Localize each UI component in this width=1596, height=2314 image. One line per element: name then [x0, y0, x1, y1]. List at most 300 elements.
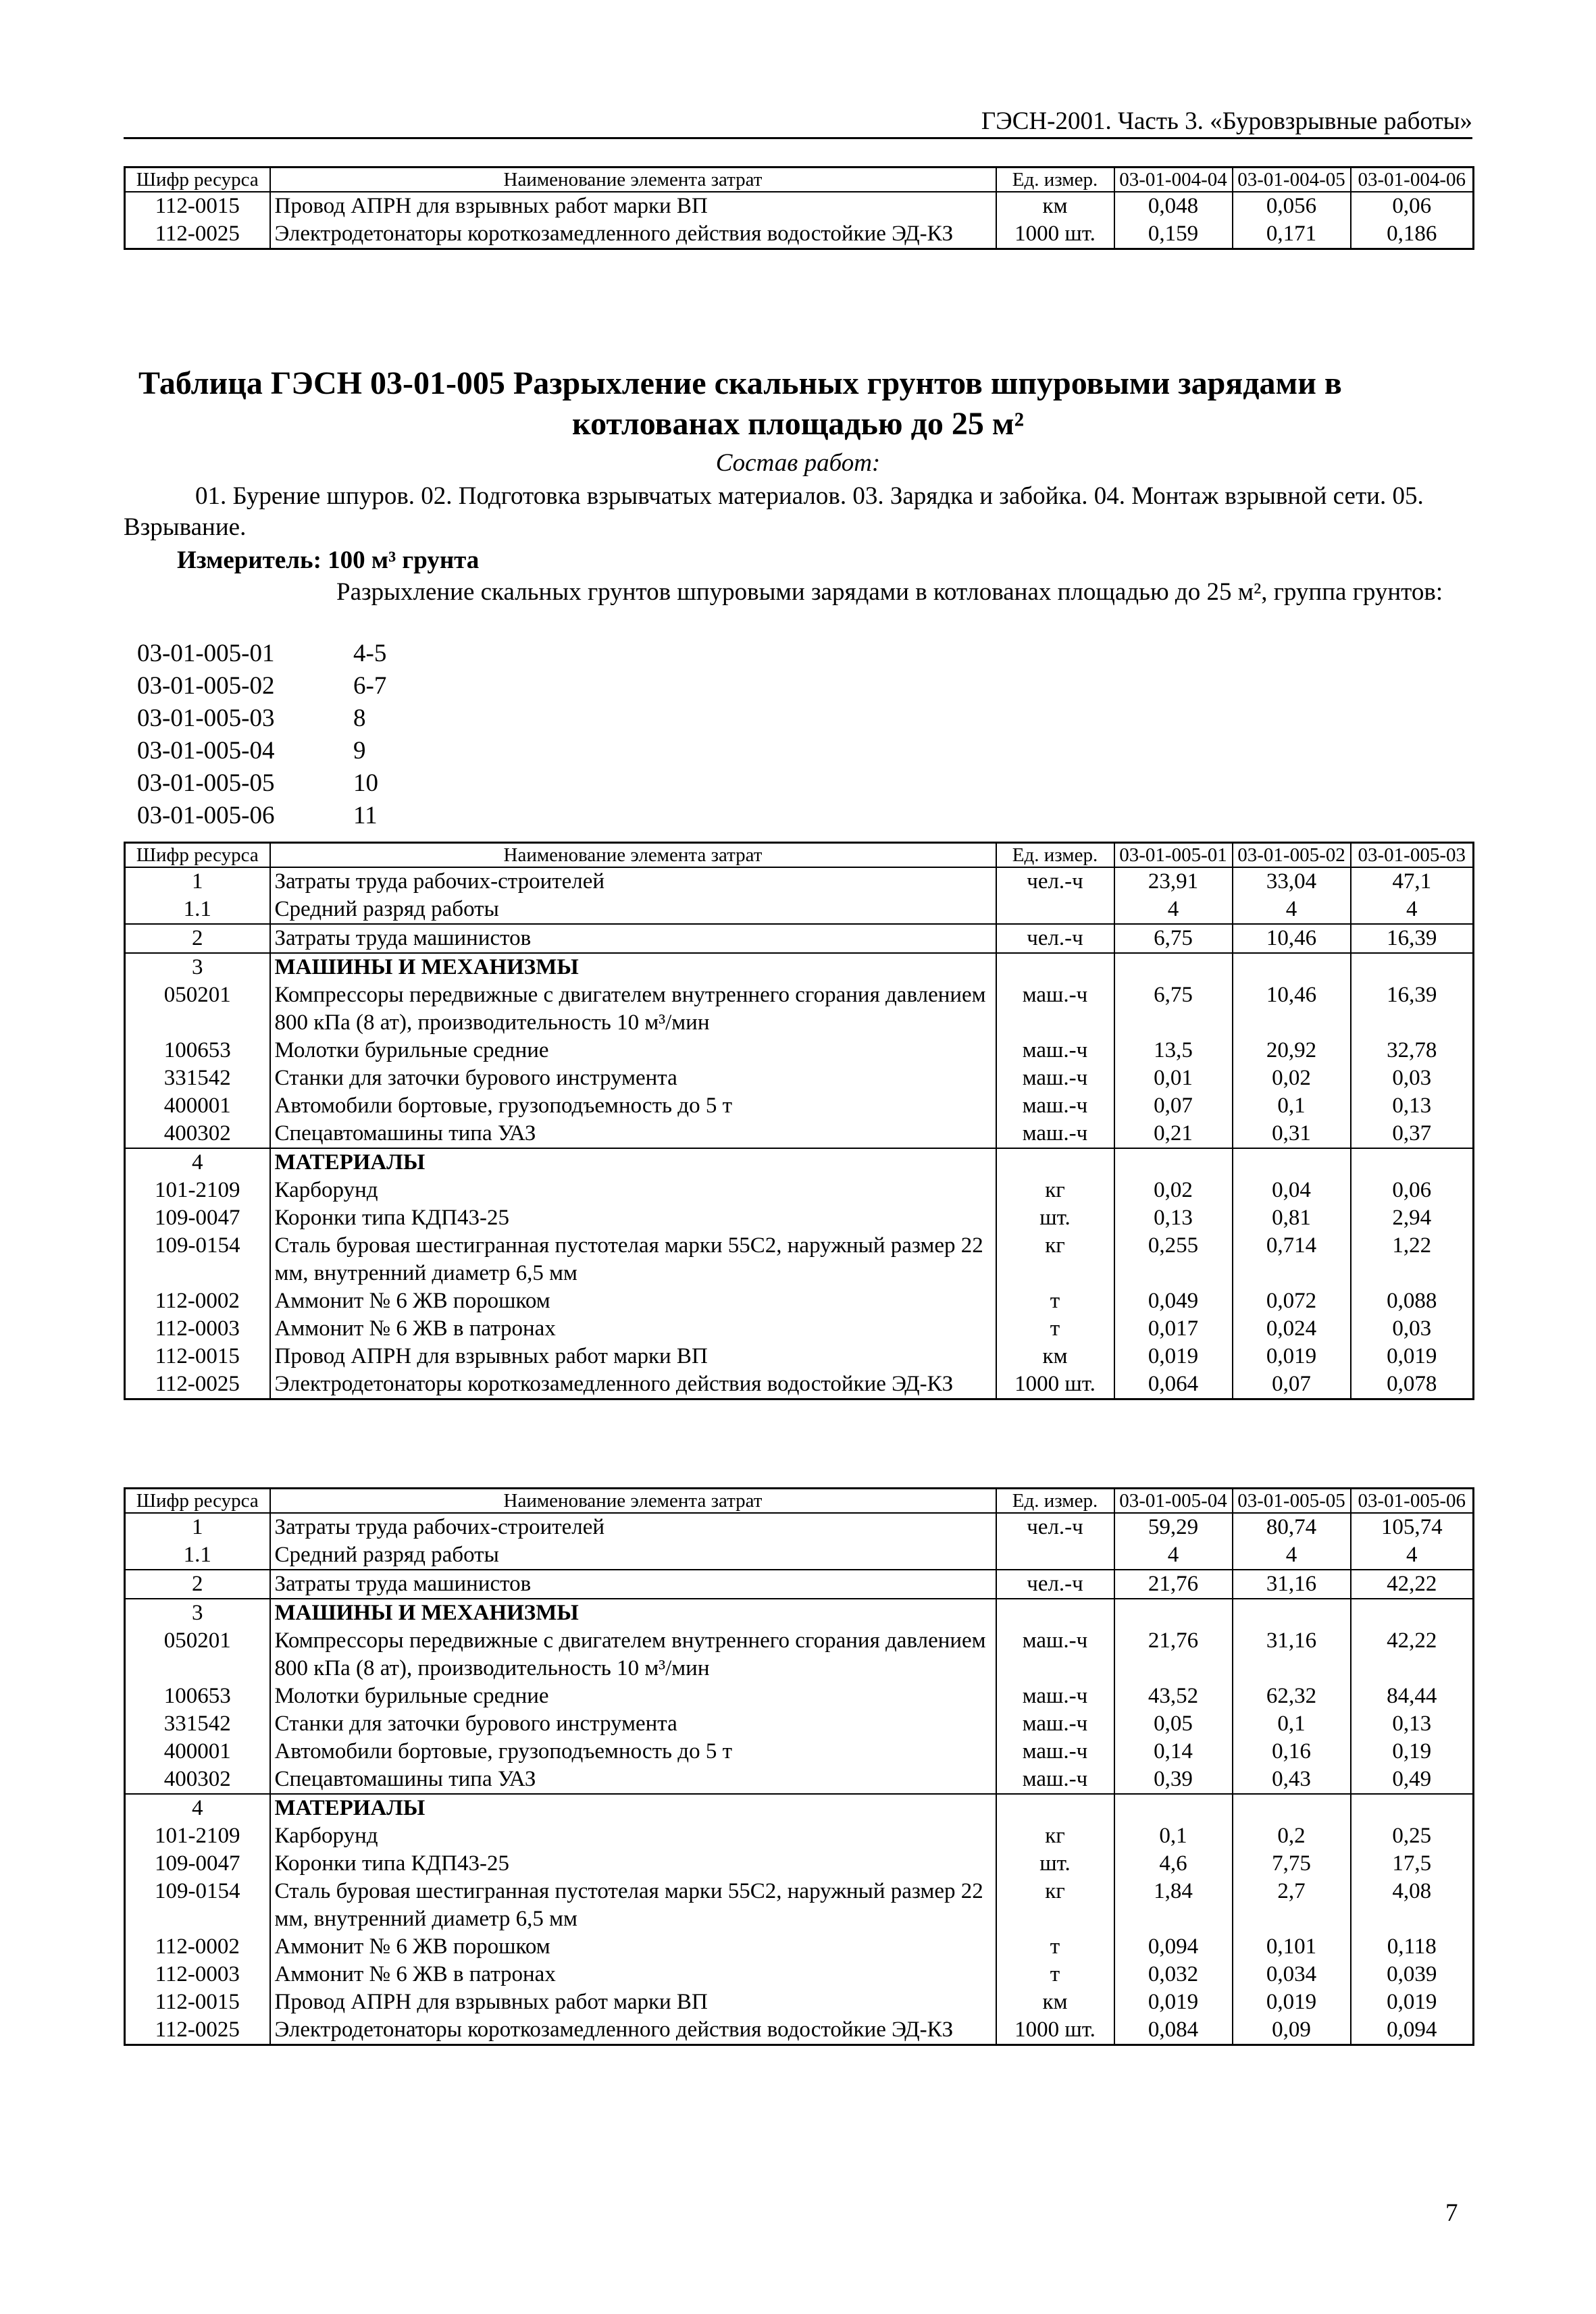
resource-code: 112-0025 — [125, 1370, 270, 1399]
col-header-code: Шифр ресурса — [125, 1489, 270, 1514]
norm-value: 0,072 — [1233, 1287, 1351, 1315]
resource-unit — [996, 1794, 1114, 1822]
norm-value — [1233, 1148, 1351, 1177]
norm-value: 0,13 — [1114, 1204, 1233, 1232]
resource-name: Аммонит № 6 ЖВ в патронах — [270, 1315, 996, 1343]
resource-name: МАШИНЫ И МЕХАНИЗМЫ — [270, 953, 996, 981]
resource-unit: 1000 шт. — [996, 2016, 1114, 2045]
norm-value: 2,94 — [1351, 1204, 1474, 1232]
resource-name: Затраты труда рабочих-строителей — [270, 867, 996, 896]
norm-value: 0,1 — [1233, 1092, 1351, 1120]
resource-unit: маш.-ч — [996, 1064, 1114, 1092]
norm-value: 59,29 — [1114, 1513, 1233, 1541]
norm-value: 0,019 — [1351, 1343, 1474, 1370]
resource-unit: маш.-ч — [996, 1710, 1114, 1738]
norm-value: 2,7 — [1233, 1878, 1351, 1933]
resource-unit: км — [996, 1988, 1114, 2016]
norm-value: 62,32 — [1233, 1682, 1351, 1710]
table-row — [125, 1092, 1474, 1120]
resource-unit: маш.-ч — [996, 1092, 1114, 1120]
norm-value: 23,91 — [1114, 867, 1233, 896]
resource-code: 2 — [125, 924, 270, 953]
table-row — [125, 1541, 1474, 1570]
table-row — [125, 1599, 1474, 1627]
norm-value: 0,032 — [1114, 1961, 1233, 1988]
norm-value: 0,06 — [1351, 1177, 1474, 1204]
norm-value: 0,019 — [1351, 1988, 1474, 2016]
norm-value: 0,06 — [1351, 192, 1474, 220]
resource-code: 100653 — [125, 1037, 270, 1064]
resource-code: 100653 — [125, 1682, 270, 1710]
resource-name: Карборунд — [270, 1822, 996, 1850]
norm-code-row — [137, 702, 386, 735]
resource-name: Аммонит № 6 ЖВ в патронах — [270, 1961, 996, 1988]
resource-unit: маш.-ч — [996, 1738, 1114, 1766]
norm-code-list — [137, 638, 386, 832]
norm-value: 6,75 — [1114, 981, 1233, 1037]
norm-value — [1114, 1599, 1233, 1627]
table-row — [125, 1878, 1474, 1933]
resource-unit — [996, 1148, 1114, 1177]
resource-unit — [996, 896, 1114, 924]
resource-name: Компрессоры передвижные с двигателем внутреннего сгорания давлением 800 кПа (8 ат), производительность 10 м³/мин — [270, 1627, 996, 1682]
norm-value: 0,49 — [1351, 1766, 1474, 1794]
norm-value — [1114, 1794, 1233, 1822]
norm-code: 03-01-005-05 — [137, 769, 275, 797]
resource-code: 400302 — [125, 1120, 270, 1148]
resource-name: Автомобили бортовые, грузоподъемность до 5 т — [270, 1738, 996, 1766]
resource-name: Затраты труда машинистов — [270, 1570, 996, 1599]
table-row — [125, 1315, 1474, 1343]
resource-code: 331542 — [125, 1064, 270, 1092]
table-row — [125, 1738, 1474, 1766]
norm-value — [1351, 1794, 1474, 1822]
norm-value: 0,159 — [1114, 220, 1233, 249]
resource-unit: маш.-ч — [996, 1627, 1114, 1682]
resource-name: Молотки бурильные средние — [270, 1682, 996, 1710]
norm-code: 03-01-005-01 — [137, 640, 275, 667]
resource-unit: кг — [996, 1177, 1114, 1204]
norm-value: 0,064 — [1114, 1370, 1233, 1399]
norm-value: 47,1 — [1351, 867, 1474, 896]
resource-name: Провод АПРН для взрывных работ марки ВП — [270, 1343, 996, 1370]
norm-value: 0,088 — [1351, 1287, 1474, 1315]
resource-code: 2 — [125, 1570, 270, 1599]
norm-value: 1,22 — [1351, 1232, 1474, 1287]
norm-value — [1351, 953, 1474, 981]
norm-value: 4 — [1114, 1541, 1233, 1570]
resource-name: Затраты труда машинистов — [270, 924, 996, 953]
col-header-name: Наименование элемента затрат — [270, 1489, 996, 1514]
norm-value: 0,03 — [1351, 1315, 1474, 1343]
norm-value: 0,078 — [1351, 1370, 1474, 1399]
resource-code: 109-0047 — [125, 1850, 270, 1878]
norm-value: 0,14 — [1114, 1738, 1233, 1766]
norm-value: 21,76 — [1114, 1627, 1233, 1682]
norm-value: 0,056 — [1233, 192, 1351, 220]
resource-unit: шт. — [996, 1204, 1114, 1232]
norm-value — [1233, 1599, 1351, 1627]
resource-name: Аммонит № 6 ЖВ порошком — [270, 1287, 996, 1315]
norm-code: 03-01-005-03 — [137, 704, 275, 732]
resource-name: Станки для заточки бурового инструмента — [270, 1064, 996, 1092]
resource-code: 3 — [125, 953, 270, 981]
norm-value: 32,78 — [1351, 1037, 1474, 1064]
norm-value: 33,04 — [1233, 867, 1351, 896]
resource-name: Электродетонаторы короткозамедленного действия водостойкие ЭД-КЗ — [270, 220, 996, 249]
table-row — [125, 192, 1474, 220]
norm-value: 0,04 — [1233, 1177, 1351, 1204]
table-row — [125, 1370, 1474, 1399]
resource-name: Электродетонаторы короткозамедленного действия водостойкие ЭД-КЗ — [270, 1370, 996, 1399]
norm-value: 0,118 — [1351, 1933, 1474, 1961]
norm-value: 0,39 — [1114, 1766, 1233, 1794]
norm-value: 0,31 — [1233, 1120, 1351, 1148]
norm-value: 4,08 — [1351, 1878, 1474, 1933]
norm-value: 0,13 — [1351, 1710, 1474, 1738]
norm-value: 105,74 — [1351, 1513, 1474, 1541]
soil-group: 4-5 — [353, 640, 387, 667]
soil-group: 10 — [353, 769, 378, 797]
col-header-unit: Ед. измер. — [996, 843, 1114, 868]
col-header-name: Наименование элемента затрат — [270, 843, 996, 868]
resource-unit: чел.-ч — [996, 867, 1114, 896]
col-header-norm: 03-01-005-01 — [1114, 843, 1233, 868]
resource-code: 109-0047 — [125, 1204, 270, 1232]
norm-value: 0,019 — [1233, 1988, 1351, 2016]
table-row — [125, 924, 1474, 953]
col-header-unit: Ед. измер. — [996, 168, 1114, 192]
table-row — [125, 1148, 1474, 1177]
norm-value: 0,084 — [1114, 2016, 1233, 2045]
resource-code: 112-0015 — [125, 1988, 270, 2016]
resource-code: 1.1 — [125, 896, 270, 924]
resource-unit: маш.-ч — [996, 1766, 1114, 1794]
resource-code: 400001 — [125, 1738, 270, 1766]
norm-value: 0,37 — [1351, 1120, 1474, 1148]
col-header-norm: 03-01-005-03 — [1351, 843, 1474, 868]
norm-value: 0,43 — [1233, 1766, 1351, 1794]
resource-name: Провод АПРН для взрывных работ марки ВП — [270, 1988, 996, 2016]
resource-code: 331542 — [125, 1710, 270, 1738]
resource-code: 3 — [125, 1599, 270, 1627]
resource-code: 112-0015 — [125, 192, 270, 220]
resource-code: 1 — [125, 867, 270, 896]
norm-value: 0,16 — [1233, 1738, 1351, 1766]
resource-unit: т — [996, 1961, 1114, 1988]
norm-code: 03-01-005-04 — [137, 737, 275, 765]
resource-name: Провод АПРН для взрывных работ марки ВП — [270, 192, 996, 220]
norm-value: 7,75 — [1233, 1850, 1351, 1878]
resource-code: 050201 — [125, 981, 270, 1037]
composition-text: 01. Бурение шпуров. 02. Подготовка взрывчатых материалов. 03. Зарядка и забойка. 04. Монтаж взрывной сети. 05. Взрывание. — [124, 482, 1424, 541]
table-row — [125, 1627, 1474, 1682]
norm-value: 17,5 — [1351, 1850, 1474, 1878]
col-header-unit: Ед. измер. — [996, 1489, 1114, 1514]
resource-table-004 — [124, 166, 1474, 250]
norm-value: 0,19 — [1351, 1738, 1474, 1766]
resource-unit: км — [996, 192, 1114, 220]
resource-name: Автомобили бортовые, грузоподъемность до 5 т — [270, 1092, 996, 1120]
table-row — [125, 1120, 1474, 1148]
norm-value: 0,039 — [1351, 1961, 1474, 1988]
norm-value: 21,76 — [1114, 1570, 1233, 1599]
running-header: ГЭСН-2001. Часть 3. «Буровзрывные работы» — [124, 107, 1472, 139]
norm-value — [1114, 1148, 1233, 1177]
col-header-norm: 03-01-004-04 — [1114, 168, 1233, 192]
table-row — [125, 2016, 1474, 2045]
resource-name: МАТЕРИАЛЫ — [270, 1148, 996, 1177]
norm-value: 0,714 — [1233, 1232, 1351, 1287]
table-row — [125, 1037, 1474, 1064]
resource-code: 1.1 — [125, 1541, 270, 1570]
norm-code: 03-01-005-02 — [137, 672, 275, 700]
resource-code: 112-0002 — [125, 1933, 270, 1961]
norm-value: 0,094 — [1351, 2016, 1474, 2045]
resource-unit: чел.-ч — [996, 1513, 1114, 1541]
norm-value: 0,019 — [1114, 1343, 1233, 1370]
resource-code: 4 — [125, 1148, 270, 1177]
resource-name: Затраты труда рабочих-строителей — [270, 1513, 996, 1541]
norm-value: 4 — [1351, 896, 1474, 924]
table-row — [125, 1682, 1474, 1710]
norm-code: 03-01-005-06 — [137, 802, 275, 829]
norm-value: 4 — [1351, 1541, 1474, 1570]
norm-value: 42,22 — [1351, 1570, 1474, 1599]
resource-unit: т — [996, 1933, 1114, 1961]
resource-unit: 1000 шт. — [996, 1370, 1114, 1399]
norm-value: 0,048 — [1114, 192, 1233, 220]
table-row — [125, 1513, 1474, 1541]
resource-name: Компрессоры передвижные с двигателем внутреннего сгорания давлением 800 кПа (8 ат), производительность 10 м³/мин — [270, 981, 996, 1037]
table-row — [125, 1850, 1474, 1878]
table-row — [125, 1822, 1474, 1850]
resource-name: Электродетонаторы короткозамедленного действия водостойкие ЭД-КЗ — [270, 2016, 996, 2045]
norm-value — [1351, 1148, 1474, 1177]
norm-value: 0,1 — [1233, 1710, 1351, 1738]
resource-code: 112-0003 — [125, 1315, 270, 1343]
resource-name: МАТЕРИАЛЫ — [270, 1794, 996, 1822]
col-header-norm: 03-01-005-04 — [1114, 1489, 1233, 1514]
norm-value: 1,84 — [1114, 1878, 1233, 1933]
table-row — [125, 1287, 1474, 1315]
norm-value: 0,02 — [1233, 1064, 1351, 1092]
composition-label: Состав работ: — [715, 449, 881, 477]
table-row — [125, 1710, 1474, 1738]
norm-value: 0,024 — [1233, 1315, 1351, 1343]
norm-value: 0,81 — [1233, 1204, 1351, 1232]
norm-value: 0,019 — [1114, 1988, 1233, 2016]
norm-value: 0,094 — [1114, 1933, 1233, 1961]
norm-value: 84,44 — [1351, 1682, 1474, 1710]
norm-value: 0,2 — [1233, 1822, 1351, 1850]
table-row — [125, 1766, 1474, 1794]
resource-unit: маш.-ч — [996, 1682, 1114, 1710]
resource-name: Средний разряд работы — [270, 1541, 996, 1570]
resource-table-005-b — [124, 1487, 1474, 2046]
norm-value: 0,07 — [1233, 1370, 1351, 1399]
norm-value — [1351, 1599, 1474, 1627]
table-row — [125, 1961, 1474, 1988]
norm-value: 0,21 — [1114, 1120, 1233, 1148]
resource-name: Коронки типа КДП43-25 — [270, 1850, 996, 1878]
col-header-code: Шифр ресурса — [125, 843, 270, 868]
soil-group: 8 — [353, 704, 366, 732]
norm-description: Разрыхление скальных грунтов шпуровыми зарядами в котлованах площадью до 25 м², группа грунтов: — [336, 578, 1443, 606]
resource-name: МАШИНЫ И МЕХАНИЗМЫ — [270, 1599, 996, 1627]
norm-value: 0,049 — [1114, 1287, 1233, 1315]
table-row — [125, 220, 1474, 249]
table-row — [125, 867, 1474, 896]
resource-code: 112-0015 — [125, 1343, 270, 1370]
resource-name: Сталь буровая шестигранная пустотелая марки 55С2, наружный размер 22 мм, внутренний диаметр 6,5 мм — [270, 1878, 996, 1933]
resource-name: Аммонит № 6 ЖВ порошком — [270, 1933, 996, 1961]
norm-value: 0,019 — [1233, 1343, 1351, 1370]
norm-value: 0,034 — [1233, 1961, 1351, 1988]
table-row — [125, 1933, 1474, 1961]
resource-code: 400001 — [125, 1092, 270, 1120]
soil-group: 11 — [353, 802, 378, 829]
norm-value: 20,92 — [1233, 1037, 1351, 1064]
norm-value: 4 — [1233, 1541, 1351, 1570]
norm-value: 42,22 — [1351, 1627, 1474, 1682]
norm-value: 31,16 — [1233, 1627, 1351, 1682]
table-row — [125, 1343, 1474, 1370]
norm-value: 0,05 — [1114, 1710, 1233, 1738]
resource-code: 112-0002 — [125, 1287, 270, 1315]
table-title — [124, 363, 1472, 444]
page-number: 7 — [1445, 2199, 1458, 2227]
norm-value: 0,07 — [1114, 1092, 1233, 1120]
resource-name: Карборунд — [270, 1177, 996, 1204]
resource-unit: км — [996, 1343, 1114, 1370]
norm-value: 4 — [1114, 896, 1233, 924]
norm-value: 4,6 — [1114, 1850, 1233, 1878]
norm-value: 0,01 — [1114, 1064, 1233, 1092]
resource-code: 050201 — [125, 1627, 270, 1682]
soil-group: 6-7 — [353, 672, 387, 700]
table-title-line-1: Таблица ГЭСН 03-01-005 Разрыхление скальных грунтов шпуровыми зарядами в — [138, 365, 1342, 401]
resource-code: 112-0003 — [125, 1961, 270, 1988]
norm-value: 16,39 — [1351, 981, 1474, 1037]
resource-code: 112-0025 — [125, 220, 270, 249]
table-row — [125, 953, 1474, 981]
col-header-norm: 03-01-004-06 — [1351, 168, 1474, 192]
resource-name: Сталь буровая шестигранная пустотелая марки 55С2, наружный размер 22 мм, внутренний диаметр 6,5 мм — [270, 1232, 996, 1287]
resource-code: 112-0025 — [125, 2016, 270, 2045]
table-row — [125, 896, 1474, 924]
table-row — [125, 1232, 1474, 1287]
resource-unit: кг — [996, 1878, 1114, 1933]
norm-value: 13,5 — [1114, 1037, 1233, 1064]
norm-value: 0,186 — [1351, 220, 1474, 249]
norm-code-row — [137, 638, 386, 670]
col-header-norm: 03-01-005-05 — [1233, 1489, 1351, 1514]
norm-value: 80,74 — [1233, 1513, 1351, 1541]
norm-value: 0,02 — [1114, 1177, 1233, 1204]
resource-table-005-a — [124, 842, 1474, 1400]
resource-code: 400302 — [125, 1766, 270, 1794]
norm-value: 6,75 — [1114, 924, 1233, 953]
norm-value: 0,101 — [1233, 1933, 1351, 1961]
resource-code: 1 — [125, 1513, 270, 1541]
norm-code-row — [137, 767, 386, 800]
table-row — [125, 1064, 1474, 1092]
table-title-line-2: котлованах площадью до 25 м² — [572, 406, 1024, 442]
resource-unit — [996, 1599, 1114, 1627]
resource-unit: чел.-ч — [996, 1570, 1114, 1599]
resource-code: 109-0154 — [125, 1878, 270, 1933]
resource-unit: маш.-ч — [996, 981, 1114, 1037]
resource-name: Коронки типа КДП43-25 — [270, 1204, 996, 1232]
norm-value: 4 — [1233, 896, 1351, 924]
resource-code: 109-0154 — [125, 1232, 270, 1287]
norm-value: 10,46 — [1233, 924, 1351, 953]
resource-code: 101-2109 — [125, 1822, 270, 1850]
resource-unit: чел.-ч — [996, 924, 1114, 953]
col-header-norm: 03-01-005-02 — [1233, 843, 1351, 868]
norm-value — [1114, 953, 1233, 981]
table-row — [125, 1204, 1474, 1232]
col-header-norm: 03-01-004-05 — [1233, 168, 1351, 192]
resource-unit: шт. — [996, 1850, 1114, 1878]
norm-code-row — [137, 735, 386, 767]
norm-value: 43,52 — [1114, 1682, 1233, 1710]
resource-unit: т — [996, 1287, 1114, 1315]
resource-unit: маш.-ч — [996, 1120, 1114, 1148]
table-row — [125, 1988, 1474, 2016]
soil-group: 9 — [353, 737, 366, 765]
norm-value: 16,39 — [1351, 924, 1474, 953]
resource-unit: 1000 шт. — [996, 220, 1114, 249]
col-header-norm: 03-01-005-06 — [1351, 1489, 1474, 1514]
resource-code: 101-2109 — [125, 1177, 270, 1204]
resource-unit: кг — [996, 1232, 1114, 1287]
norm-code-row — [137, 670, 386, 702]
resource-unit: маш.-ч — [996, 1037, 1114, 1064]
resource-name: Молотки бурильные средние — [270, 1037, 996, 1064]
table-row — [125, 1177, 1474, 1204]
resource-unit — [996, 1541, 1114, 1570]
norm-code-row — [137, 800, 386, 832]
resource-unit — [996, 953, 1114, 981]
norm-value: 31,16 — [1233, 1570, 1351, 1599]
resource-name: Спецавтомашины типа УАЗ — [270, 1766, 996, 1794]
norm-value: 0,171 — [1233, 220, 1351, 249]
norm-value: 0,1 — [1114, 1822, 1233, 1850]
col-header-code: Шифр ресурса — [125, 168, 270, 192]
table-row — [125, 1794, 1474, 1822]
norm-value: 0,017 — [1114, 1315, 1233, 1343]
measure-unit: Измеритель: 100 м³ грунта — [177, 546, 480, 574]
norm-value: 0,13 — [1351, 1092, 1474, 1120]
resource-code: 4 — [125, 1794, 270, 1822]
resource-unit: т — [996, 1315, 1114, 1343]
norm-value: 0,09 — [1233, 2016, 1351, 2045]
table-row — [125, 1570, 1474, 1599]
norm-value: 0,03 — [1351, 1064, 1474, 1092]
norm-value: 0,25 — [1351, 1822, 1474, 1850]
norm-value — [1233, 953, 1351, 981]
norm-value — [1233, 1794, 1351, 1822]
col-header-name: Наименование элемента затрат — [270, 168, 996, 192]
resource-unit: кг — [996, 1822, 1114, 1850]
resource-name: Спецавтомашины типа УАЗ — [270, 1120, 996, 1148]
resource-name: Станки для заточки бурового инструмента — [270, 1710, 996, 1738]
table-row — [125, 981, 1474, 1037]
norm-value: 0,255 — [1114, 1232, 1233, 1287]
norm-value: 10,46 — [1233, 981, 1351, 1037]
